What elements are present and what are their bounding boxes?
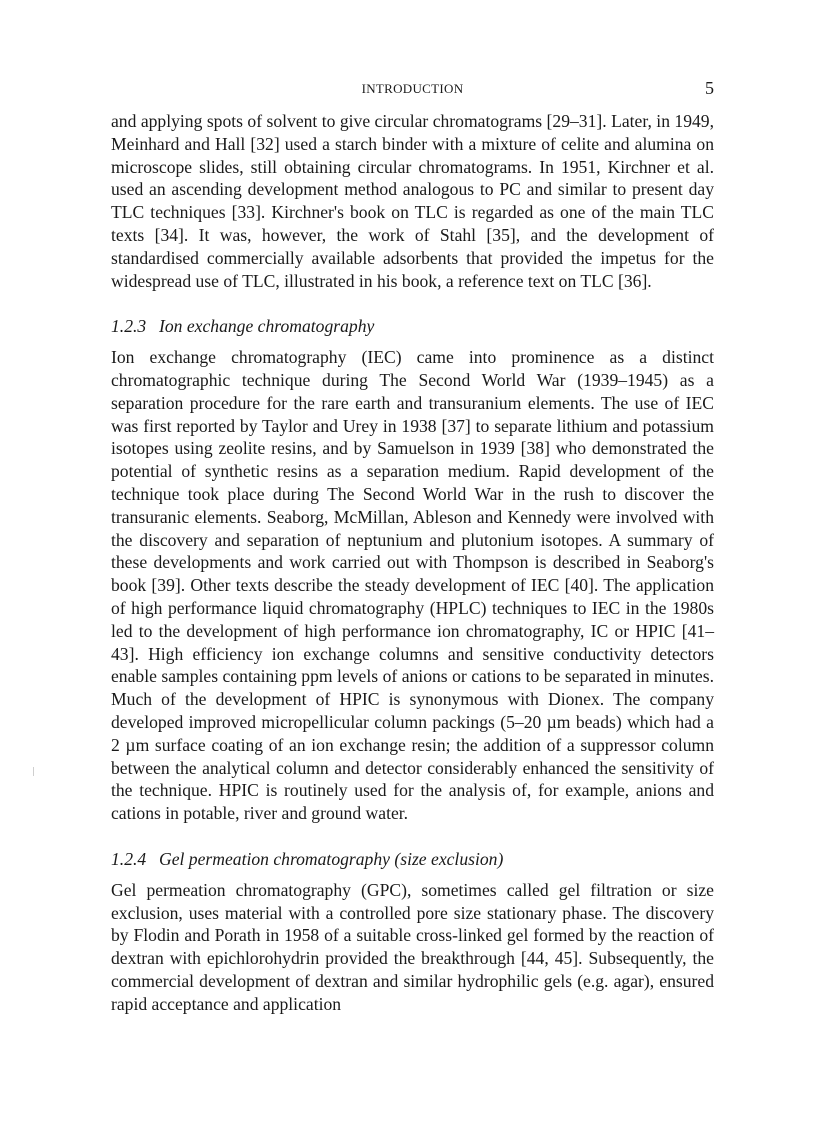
paragraph-ion-exchange: Ion exchange chromatography (IEC) came into prominence as a distinct chromatographic technique during The Second World War (1939–1945) as a separation procedure for the rare earth and transuranium elements. The use of IEC was first reported by Taylor and Urey in 1938 [37] to separate lithium and potassium isotopes using zeolite resins, and by Samuelson in 1939 [38] who demonstrated the potential of synthetic resins as a separation medium. Rapid development of the technique took place during The Second World War in the rush to discover the transuranic elements. Seaborg, McMillan, Ableson and Kennedy were involved with the discovery and separation of neptunium and plutonium isotopes. A summary of these developments and work carried out with Thompson is described in Seaborg's book [39]. Other texts describe the steady development of IEC [40]. The application of high performance liquid chromatography (HPLC) techniques to IEC in the 1980s led to the development of high performance ion chromatography, IC or HPIC [41–43]. High efficiency ion exchange columns and sensitive conductivity detectors enable samples containing ppm levels of anions or cations to be separated in minutes. Much of the development of HPIC is synonymous with Dionex. The company developed improved micropellicular column packings (5–20 µm beads) which had a 2 µm surface coating of an ion exchange resin; the addition of a suppressor column between the analytical column and detector considerably enhanced the sensitivity of the technique. HPIC is routinely used for the analysis of, for example, anions and cations in potable, river and ground water.	[111, 347, 714, 824]
book-page	[111, 78, 714, 1015]
running-head	[111, 78, 714, 102]
scan-mark	[33, 767, 34, 776]
paragraph-intro-continuation: and applying spots of solvent to give circular chromatograms [29–31]. Later, in 1949, Meinhard and Hall [32] used a starch binder with a mixture of celite and alumina on microscope slides, still obtaining circular chromatograms. In 1951, Kirchner et al. used an ascending development method analogous to PC and similar to present day TLC techniques [33]. Kirchner's book on TLC is regarded as one of the main TLC texts [34]. It was, however, the work of Stahl [35], and the development of standardised commercially available adsorbents that provided the impetus for the widespread use of TLC, illustrated in his book, a reference text on TLC [36].	[111, 111, 714, 291]
section-title: Ion exchange chromatography	[159, 316, 375, 337]
paragraph-gel-permeation: Gel permeation chromatography (GPC), sometimes called gel filtration or size exclusion, uses material with a controlled pore size stationary phase. The discovery by Flodin and Porath in 1958 of a suitable cross-linked gel formed by the reaction of dextran with epichlorohydrin provided the breakthrough [44, 45]. Subsequently, the commercial development of dextran and similar hydrophilic gels (e.g. agar), ensured rapid acceptance and application	[111, 879, 714, 1014]
section-heading-ion-exchange	[111, 315, 714, 338]
page-number: 5	[705, 78, 714, 98]
section-number: 1.2.4	[111, 848, 147, 869]
section-title: Gel permeation chromatography (size exclusion)	[159, 848, 504, 869]
running-title: INTRODUCTION	[361, 81, 464, 96]
section-heading-gel-permeation	[111, 848, 714, 871]
section-number: 1.2.3	[111, 316, 147, 337]
